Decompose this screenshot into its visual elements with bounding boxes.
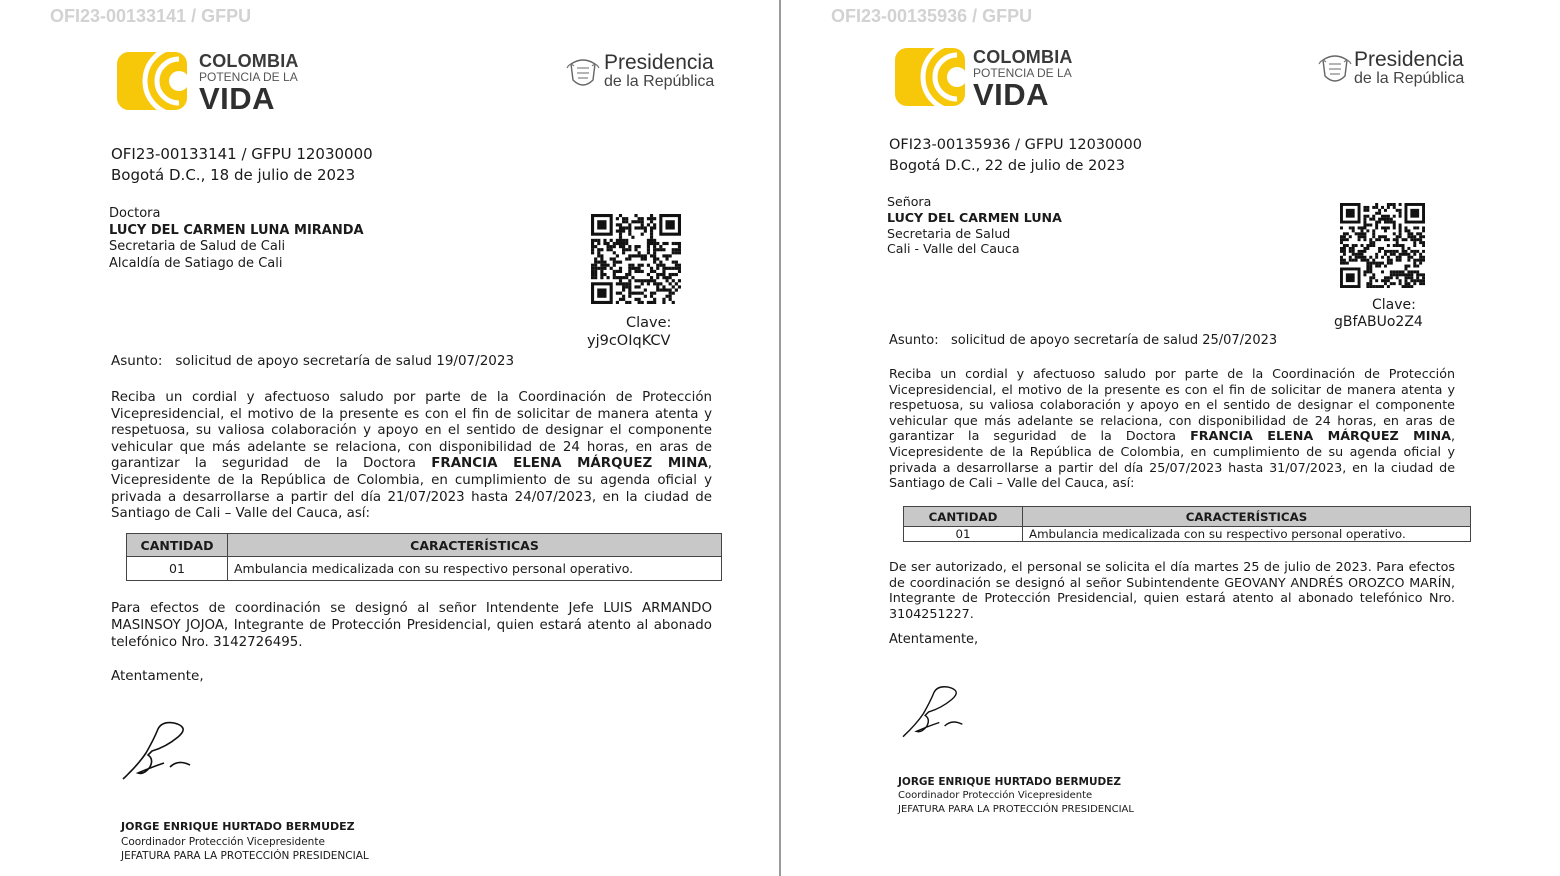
- signer-office: JEFATURA PARA LA PROTECCIÓN PRESIDENCIAL: [121, 850, 369, 862]
- logo-line-3: VIDA: [973, 77, 1050, 112]
- presidencia-logo-text: [604, 52, 714, 91]
- body-text-post: , Vicepresidente de la República de Colombia, en cumplimiento de su agenda oficial y privada a desarrollarse a partir del día 25/07/2023 hasta 31/07/2023, en la ciudad de Santiago de Cali – Valle del Cauca, así:: [889, 428, 1455, 491]
- coat-of-arms-icon: [566, 56, 600, 96]
- coordination-paragraph: De ser autorizado, el personal se solicita el día martes 25 de julio de 2023. Para efectos de coordinación se designó al señor Subintendente GEOVANY ANDRÉS OROZCO MARÍN, Integrante de Protección Presidencial, quien estará atento al abonado telefónico Nro. 3104251227.: [889, 559, 1455, 621]
- qr-code: [591, 214, 681, 304]
- clave-code: gBfABUo2Z4: [1334, 314, 1423, 330]
- request-table: [903, 506, 1471, 542]
- colombia-logo-icon: [895, 48, 965, 106]
- subject-line: [889, 333, 1277, 348]
- coordination-paragraph: Para efectos de coordinación se designó al señor Intendente Jefe LUIS ARMANDO MASINSOY JOJOA, Integrante de Protección Presidencial, quien estará atento al abonado telefónico Nro. 3142726495.: [111, 601, 712, 650]
- coat-of-arms-icon: [1318, 52, 1352, 92]
- table-cell: 01: [127, 557, 228, 581]
- letter-left: [0, 0, 779, 876]
- subject-label: Asunto:: [889, 333, 939, 348]
- watermark: OFI23-00135936 / GFPU: [831, 6, 1033, 26]
- recipient-name: LUCY DEL CARMEN LUNA MIRANDA: [109, 222, 364, 238]
- presidencia-line-1: Presidencia: [604, 51, 714, 74]
- table-header-cell: CANTIDAD: [127, 534, 228, 557]
- body-text-bold: FRANCIA ELENA MÁRQUEZ MINA: [1190, 428, 1451, 444]
- logo-line-1: COLOMBIA: [973, 47, 1073, 67]
- table-header-cell: CANTIDAD: [904, 507, 1023, 527]
- subject-text: solicitud de apoyo secretaría de salud 19/07/2023: [175, 353, 515, 369]
- reference-block: [889, 135, 1142, 176]
- clave-code: yj9cOIqKCV: [587, 333, 671, 349]
- logo-line-2: POTENCIA DE LA: [199, 70, 298, 84]
- signer-block: [898, 775, 1134, 817]
- letter-date: Bogotá D.C., 22 de julio de 2023: [889, 157, 1125, 174]
- presidencia-line-1: Presidencia: [1354, 48, 1464, 71]
- table-row: [904, 527, 1471, 542]
- clave-label: Clave:: [1372, 297, 1416, 313]
- table-cell: 01: [904, 527, 1023, 542]
- body-paragraph: [889, 366, 1455, 491]
- signer-name: JORGE ENRIQUE HURTADO BERMUDEZ: [898, 776, 1122, 788]
- clave-label: Clave:: [626, 315, 672, 331]
- signature-icon: [118, 715, 198, 785]
- closing: Atentamente,: [889, 632, 979, 647]
- recipient-line-1: Secretaria de Salud: [887, 225, 1011, 241]
- table-cell: Ambulancia medicalizada con su respectivo personal operativo.: [228, 557, 722, 581]
- signer-title: Coordinador Protección Vicepresidente: [121, 835, 325, 848]
- subject-text: solicitud de apoyo secretaría de salud 25/07/2023: [950, 333, 1278, 348]
- presidencia-logo-text: [1354, 49, 1464, 88]
- closing: Atentamente,: [111, 668, 204, 684]
- subject-line: [111, 353, 514, 369]
- body-text-post: , Vicepresidente de la República de Colombia, en cumplimiento de su agenda oficial y privada a desarrollarse a partir del día 21/07/2023 hasta 24/07/2023, en la ciudad de Santiago de Cali – Valle del Cauca, así:: [111, 456, 712, 522]
- letter-date: Bogotá D.C., 18 de julio de 2023: [111, 166, 356, 184]
- subject-label: Asunto:: [111, 353, 163, 369]
- qr-code: [1340, 203, 1425, 288]
- reference-block: [111, 144, 373, 186]
- table-cell: Ambulancia medicalizada con su respectivo personal operativo.: [1023, 527, 1471, 542]
- logo-line-1: COLOMBIA: [199, 51, 299, 71]
- logo-line-3: VIDA: [199, 81, 276, 116]
- table-row: [127, 557, 722, 581]
- request-table: [126, 533, 722, 581]
- letter-right: [781, 0, 1560, 876]
- recipient-line-1: Secretaria de Salud de Cali: [109, 239, 286, 254]
- table-header-cell: CARACTERÍSTICAS: [228, 534, 722, 557]
- recipient-salutation: Doctora: [109, 206, 161, 221]
- recipient-block: [109, 206, 364, 272]
- table-header-row: [904, 507, 1471, 527]
- logo-line-2: POTENCIA DE LA: [973, 66, 1072, 80]
- body-paragraph: [111, 390, 712, 523]
- reference-number: OFI23-00133141 / GFPU 12030000: [111, 145, 373, 163]
- body-text-pre: Reciba un cordial y afectuoso saludo por parte de la Coordinación de Protección Vicepresidencial, el motivo de la presente es con el fin de solicitar de manera atenta y respetuosa, su valiosa colaboración y apoyo en el sentido de designar el componente vehicular que más adelante se relaciona, con disponibilidad de 24 horas, en aras de garantizar la seguridad de la Doctora: [889, 366, 1455, 444]
- body-text-pre: Reciba un cordial y afectuoso saludo por parte de la Coordinación de Protección Vicepresidencial, el motivo de la presente es con el fin de solicitar de manera atenta y respetuosa, su valiosa colaboración y apoyo en el sentido de designar el componente vehicular que más adelante se relaciona, con disponibilidad de 24 horas, en aras de garantizar la seguridad de la Doctora: [111, 390, 712, 472]
- signer-name: JORGE ENRIQUE HURTADO BERMUDEZ: [121, 820, 355, 833]
- recipient-line-2: Cali - Valle del Cauca: [887, 241, 1020, 257]
- recipient-salutation: Señora: [887, 194, 932, 209]
- recipient-block: [887, 194, 1062, 257]
- body-text-bold: FRANCIA ELENA MÁRQUEZ MINA: [431, 456, 708, 472]
- colombia-logo-text: [199, 52, 299, 114]
- signer-title: Coordinador Protección Vicepresidente: [898, 790, 1093, 801]
- signer-block: [121, 820, 369, 864]
- recipient-line-2: Alcaldía de Satiago de Cali: [109, 255, 283, 271]
- signer-office: JEFATURA PARA LA PROTECCIÓN PRESIDENCIAL: [898, 804, 1134, 815]
- watermark: OFI23-00133141 / GFPU: [50, 6, 252, 26]
- reference-number: OFI23-00135936 / GFPU 12030000: [889, 137, 1142, 153]
- presidencia-line-2: de la República: [604, 73, 715, 91]
- colombia-logo-text: [973, 48, 1073, 110]
- table-header-row: [127, 534, 722, 557]
- colombia-logo-icon: [117, 52, 187, 110]
- signature-icon: [898, 680, 970, 742]
- recipient-name: LUCY DEL CARMEN LUNA: [887, 209, 1062, 225]
- presidencia-line-2: de la República: [1354, 70, 1465, 88]
- table-header-cell: CARACTERÍSTICAS: [1023, 507, 1471, 527]
